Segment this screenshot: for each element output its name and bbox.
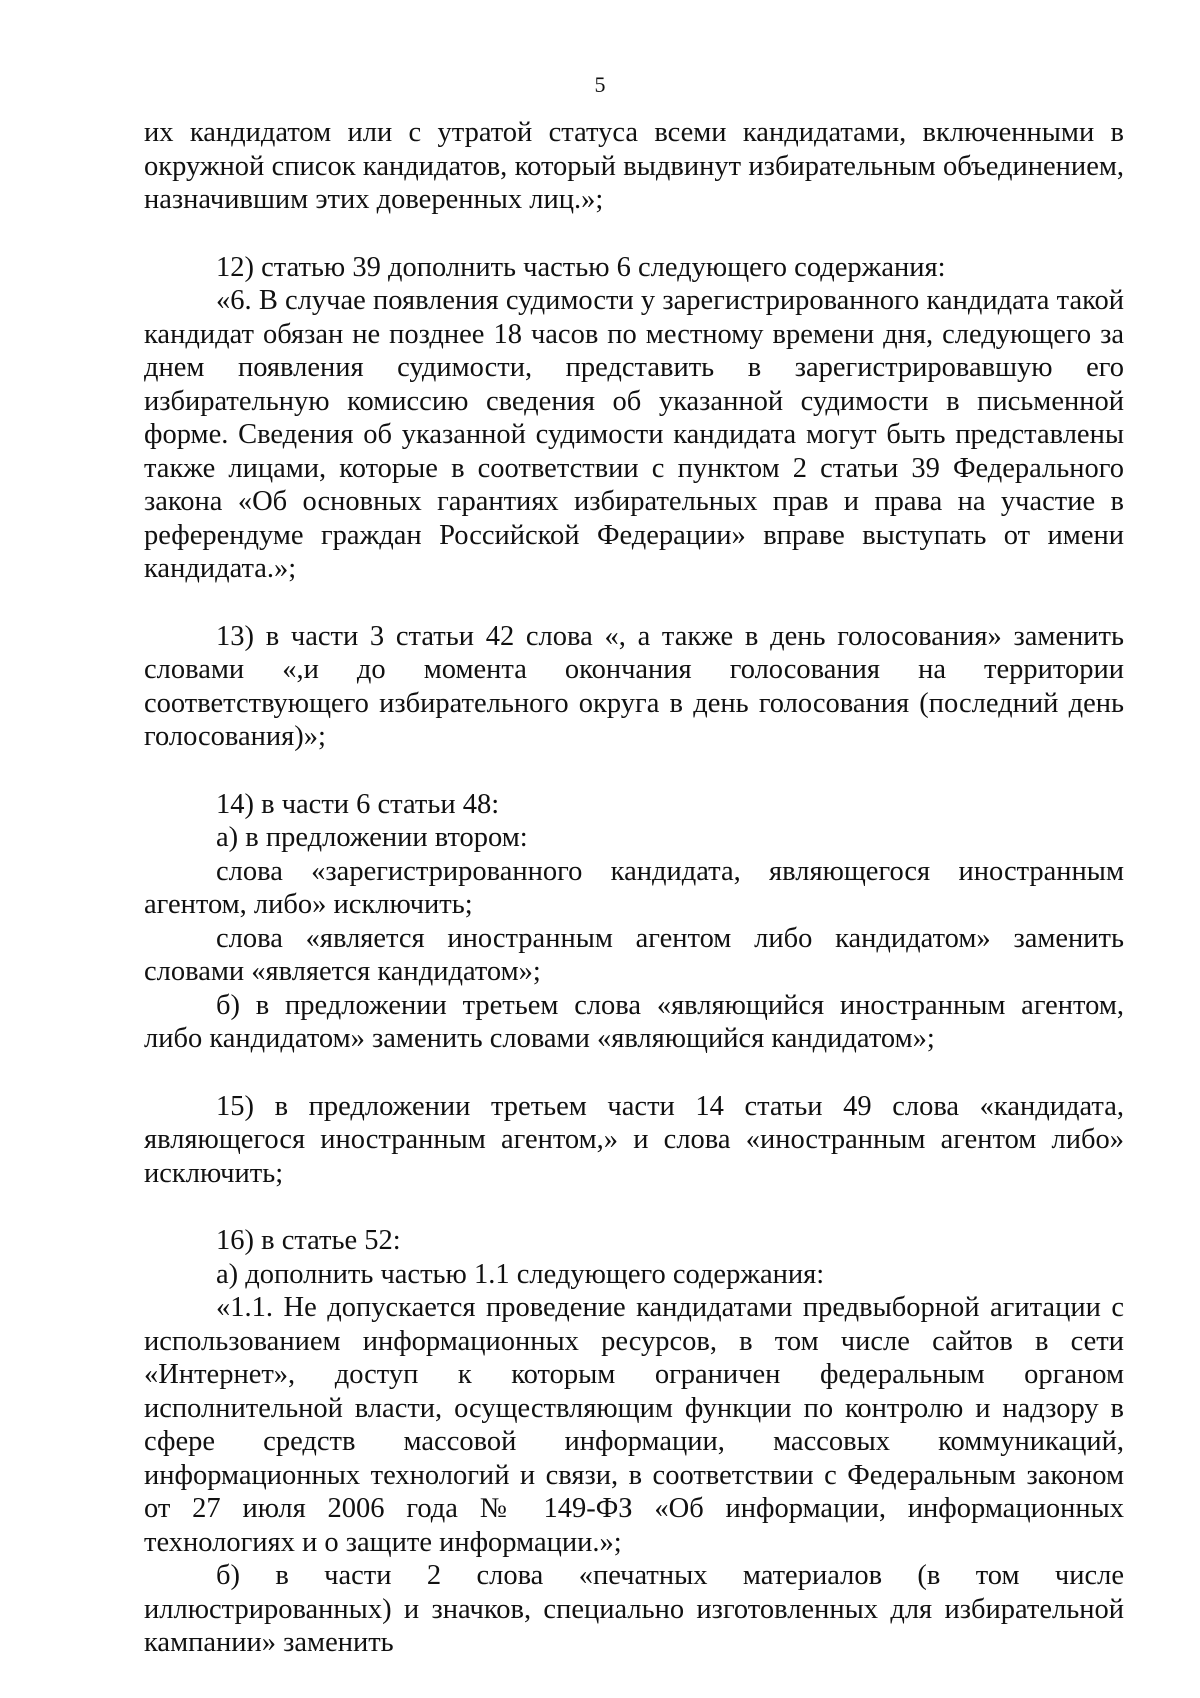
paragraph-item-14-b: б) в предложении третьем слова «являющийся иностранным агентом, либо кандидатом» заменить словами «являющийся кандидатом»; xyxy=(144,989,1124,1054)
paragraph-item-14-a-1: слова «зарегистрированного кандидата, являющегося иностранным агентом, либо» исключить; xyxy=(144,855,1124,920)
paragraph-item-16-a-text: «1.1. Не допускается проведение кандидатами предвыборной агитации с использованием информационных ресурсов, в том числе сайтов в сети «Интернет», доступ к которым ограничен федеральным органом исполнительной власти, осуществляющим функции по контролю и надзору в сфере средств массовой информации, массовых коммуникаций, информационных технологий и связи, в соответствии с Федеральным законом от 27 июля 2006 года № 149-ФЗ «Об информации, информационных технологиях и о защите информации.»; xyxy=(144,1292,1124,1558)
paragraph-continuation: их кандидатом или с утратой статуса всеми кандидатами, включенными в окружной список кандидатов, который выдвинут избирательным объединением, назначившим этих доверенных лиц.»; xyxy=(144,117,1124,215)
paragraph-item-16: 16) в статье 52: xyxy=(216,1225,401,1256)
page-number: 5 xyxy=(594,72,606,97)
paragraph-item-14-a-2: слова «является иностранным агентом либо кандидатом» заменить словами «является кандидатом»; xyxy=(144,922,1124,987)
paragraph-item-14-a: а) в предложении втором: xyxy=(216,822,528,853)
paragraph-item-16-a: а) дополнить частью 1.1 следующего содержания: xyxy=(216,1258,825,1290)
paragraph-item-16-b: б) в части 2 слова «печатных материалов (в том числе иллюстрированных) и значков, специально изготовленных для избирательной кампании» заменить xyxy=(144,1560,1124,1658)
paragraph-item-12-text: «6. В случае появления судимости у зарегистрированного кандидата такой кандидат обязан не позднее 18 часов по местному времени дня, следующего за днем появления судимости, представить в зарегистрировавшую его избирательную комиссию сведения об указанной судимости в письменной форме. Сведения об указанной судимости кандидата могут быть представлены также лицами, которые в соответствии с пунктом 2 статьи 39 Федерального закона «Об основных гарантиях избирательных прав и права на участие в референдуме граждан Российской Федерации» вправе выступать от имени кандидата.»; xyxy=(144,285,1124,584)
paragraph-item-13: 13) в части 3 статьи 42 слова «, а также в день голосования» заменить словами «,и до момента окончания голосования на территории соответствующего избирательного округа в день голосования (последний день голосования)»; xyxy=(144,620,1124,752)
document-body xyxy=(144,116,1124,1660)
paragraph-item-14: 14) в части 6 статьи 48: xyxy=(216,788,500,820)
paragraph-item-15: 15) в предложении третьем части 14 статьи 49 слова «кандидата, являющегося иностранным агентом,» и слова «иностранным агентом либо» исключить; xyxy=(144,1090,1124,1189)
paragraph-item-12: 12) статью 39 дополнить частью 6 следующего содержания: xyxy=(216,251,946,283)
